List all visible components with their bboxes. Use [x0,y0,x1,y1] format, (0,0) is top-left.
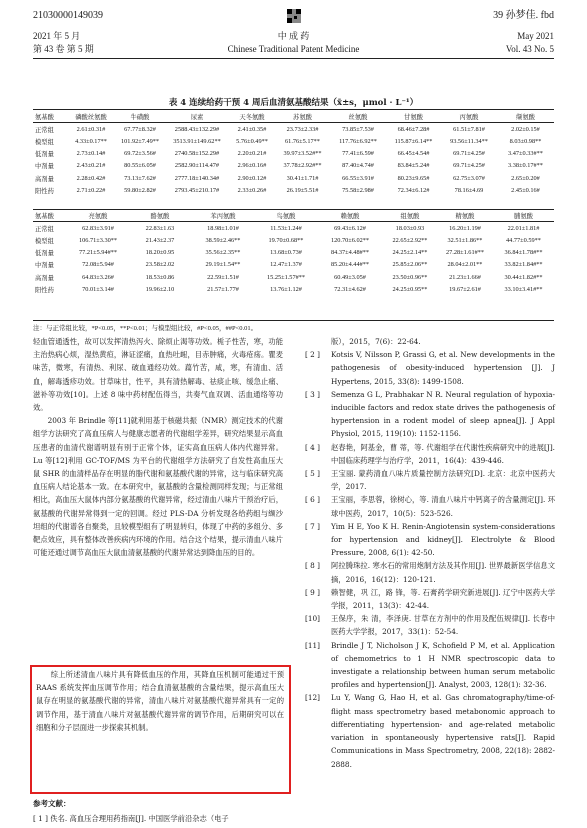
table-cell: 2.65±0.20# [511,174,540,182]
table-cell: 72.31±4.62# [334,285,366,293]
table-cell: 21.43±2.37 [145,236,175,244]
column-header: 氨基酸 [33,209,67,222]
reference-number: [ 9 ] [305,587,320,597]
table-cell: 25.85±2.06** [392,261,428,269]
reference-item [305,639,555,692]
table-cell: 64.83±3.26# [82,273,114,281]
table-cell: 2.45±0.16# [511,186,540,194]
reference-item [305,493,555,519]
column-header: 组氨酸 [383,209,437,222]
body-text-left [33,335,283,559]
volume-en: Vol. 43 No. 5 [505,44,554,54]
volume-cn: 第 43 卷 第 5 期 [33,44,94,54]
table-cell: 59.80±2.82# [124,186,156,194]
table-cell: 3513.91±149.62** [173,137,221,145]
reference-text: Lu Y, Wang G, Hao H, et al. Gas chromatography/time-of-flight mass spectrometry based metabonomic approach to differentiating hypertension- and age-related metabolic variation in spontaneously hypertensive rats[J]. Rapid Communications in Mass Spectrometry, 2008, 22(18): 2882-2888. [331,693,555,769]
table-cell: 22.59±1.51# [207,273,239,281]
table-cell: 39.97±3.52#** [283,150,322,158]
table-row [33,135,554,147]
reference-item [305,388,555,441]
table-cell: 12.47±1.37# [270,261,302,269]
column-header: 牛磺酸 [115,110,165,123]
table-cell: 18.98±1.01# [207,224,239,232]
table-row [33,234,554,246]
table-row [33,184,554,196]
table-cell: 2.73±0.14# [76,150,106,158]
reference-number: [12] [305,693,320,703]
table-cell: 62.83±3.91# [82,224,114,232]
column-header: 亮氨酸 [67,209,129,222]
table-row [33,271,554,283]
table-cell: 37.78±2.92#** [283,162,322,170]
table-cell: 16.20±1.19# [449,224,481,232]
table-cell: 62.75±3.07# [453,174,485,182]
table-bottom-rule [33,320,554,321]
table-cell: 3.47±0.33#** [508,150,543,158]
table-cell: 73.85±7.53# [342,125,374,133]
table-row [33,283,554,295]
table-cell: 8.03±0.98** [509,137,542,145]
table-cell: 2.41±0.35# [237,125,267,133]
reference-number: [ 5 ] [305,469,320,479]
reference-item [305,335,555,348]
references-heading: 参考文献： [33,799,71,808]
journal-title-cn: 中 成 药 [277,31,310,41]
table-cell: 13.68±0.73# [270,249,302,257]
table-cell: 22.65±2.92** [392,236,428,244]
table-cell: 24.25±2.14** [392,249,428,257]
table-cell: 21.57±1.77# [207,285,239,293]
table-row [33,148,554,160]
table-cell: 18.03±0.93 [395,224,425,232]
column-header: 脯氨酸 [493,209,554,222]
table-cell: 27.28±1.61#** [445,249,485,257]
table-cell: 高剂量 [35,274,54,282]
table-cell: 2.20±0.21# [237,150,267,158]
table-note: 注：与正常组比较，*P<0.05，**P<0.01；与模型组比较，#P<0.05，##P<0.01。 [33,325,258,332]
qr-code-icon [287,9,301,23]
reference-number: [ 8 ] [305,561,320,571]
table-cell: 中剂量 [35,163,54,171]
table-cell: 33.82±1.84#** [504,261,543,269]
table-cell: 101.92±7.49** [120,137,160,145]
reference-number: [ 6 ] [305,495,320,505]
table-cell: 23.50±0.96** [392,273,428,281]
column-header: 尿素 [165,110,229,123]
table-cell: 2740.58±152.29# [174,150,220,158]
column-header: 天冬氨酸 [229,110,275,123]
table-cell: 2777.18±140.34# [174,174,220,182]
table-cell: 66.55±3.91# [342,174,374,182]
table-cell: 阳性药 [35,286,54,294]
table-cell: 33.10±3.41#** [504,285,543,293]
paragraph: 轻血管通透性，故可以发挥清热泻火、除烦止渴等功效。栀子性苦，寒，功能主治热病心烦，湿热黄疸，淋证涩痛，血热吐衄，目赤肿痛，火毒疮疡。瞿麦味苦，微寒，有清热、利尿、破血通经功效。萹竹苦，咸，寒，有清血、活血，解毒透疹功效。甘草味甘，性平，具有清热解毒、祛痰止咳、缓急止痛、滋补等功效[10]。上述 8 味中药材配伍得当，共奏气血双调、活血通络等功效。 [33,337,283,413]
table-cell: 22.01±1.81# [507,224,540,232]
table-cell: 2.96±0.16# [237,162,267,170]
table-cell: 80.23±9.65# [397,174,430,182]
table-cell: 低剂量 [35,250,54,258]
table-cell: 28.04±2.01** [447,261,483,269]
reference-item: [ 1 ] 佚名. 高血压合理用药指南[J]. 中国医学前沿杂志（电子 [33,814,229,823]
table-cell: 2.61±0.31# [76,125,106,133]
table-cell: 67.77±8.32# [124,125,156,133]
reference-text: 王宝丽，李思蓉，徐树心，等. 清血八味片中钙离子的含量测定[J]. 环球中医药，2017，10(5)：523-526. [331,495,555,518]
table-cell: 83.84±5.24# [397,162,430,170]
reference-item [305,586,555,612]
table-cell: 69.43±6.12# [334,224,366,232]
table-cell: 78.16±4.69 [454,186,484,194]
column-header: 赖氨酸 [317,209,383,222]
reference-number: [ 7 ] [305,521,320,531]
column-header: 苏氨酸 [275,110,330,123]
table-cell: 2.33±0.26# [237,186,267,194]
table-cell: 2.02±0.15# [511,125,540,133]
reference-number: [10] [305,614,320,624]
table-cell: 85.20±4.44#** [330,261,370,269]
table-cell: 15.25±1.57#** [266,273,306,281]
table-cell: 30.44±1.82#** [504,273,543,281]
journal-title-en: Chinese Traditional Patent Medicine [227,44,360,54]
column-header: 鸟氨酸 [255,209,317,222]
paragraph: 2003 年 Brindle 等[11]就利用基于核磁共振（NMR）测定技术的代谢组学方法研究了高血压病人与健康志愿者的代谢组学差异，研究结果显示高血压患者的血清代谢谱明显有别于正常个体，证实高血压病人体内代谢异常。Lu 等[12]利用 GC-TOF/MS 为平台的代谢组学方法研究了自发性高血压大鼠 SHR 的血清样品存在明显的脂代谢和氨基酸代谢的异常，这与临床研究高血压病人结论基本一致。在本研究中，氨基酸的含量检测同样发现；与正常组相比，高血压大鼠体内部分氨基酸的代谢异常，经过清血八味片干预治疗后，氨基酸的代谢异常得到一定的回调。经过 PLS-DA 分析发现各给药组与缬沙坦组的代谢谱各自聚类，且较模型组有了明显转归，体现了中药的多组分、多靶点效应，具有整体改善疾病内环境的作用。结合这个结果，提示清血八味片可能还通过调节高血压大鼠血清氨基酸的代谢异常达到降血压的目的。 [33,416,283,558]
reference-text: 赵春艳，阿基金，曹 蒂，等. 代谢组学在代谢性疾病研究中的进展[J]. 中国临床药理学与治疗学，2011，16(4)：439-446. [331,442,555,465]
reference-text: 版），2015，7(6)：22-64. [331,337,421,346]
column-header: 磷酸丝氨酸 [67,110,115,123]
paragraph: 综上所述清血八味片具有降低血压的作用，其降血压机制可能通过干预 RAAS 系统发挥血压调节作用；结合血清氨基酸的含量结果，提示高血压大鼠存在明显的氨基酸代谢的异常，清血八味片对氨基酸代谢异常具有一定的调节作用，基于清血八味片对氨基酸代谢异常的调节作用，后期研究可以在细胞和分子层面进一步探索其机制。 [36,670,284,732]
table-cell: 11.53±1.24# [270,224,302,232]
table-cell: 正常组 [35,126,54,134]
table-cell: 68.46±7.28# [397,125,430,133]
table-cell: 61.76±5.17** [285,137,320,145]
table-cell: 72.08±5.94# [82,261,114,269]
table-cell: 5.76±0.49** [236,137,268,145]
table-cell: 2.28±0.42# [76,174,106,182]
reference-item [305,467,555,493]
table-row [33,172,554,184]
table-cell: 19.96±2.10 [145,285,175,293]
table-cell: 36.84±1.78#** [504,249,543,257]
table-cell: 93.56±11.34** [450,137,488,145]
table-cell: 77.21±5.94#** [78,249,118,257]
column-header: 丝氨酸 [330,110,386,123]
table-cell: 2.90±0.12# [237,174,267,182]
reference-number: [ 2 ] [305,350,320,360]
table-cell: 72.34±6.12# [397,186,430,194]
table-cell: 77.41±6.59# [342,150,374,158]
table-cell: 75.58±2.98# [342,186,374,194]
table-cell: 4.33±0.17** [75,137,107,145]
references-list [305,335,555,771]
reference-item [305,691,555,770]
table-cell: 22.83±1.63 [145,224,175,232]
reference-item [305,559,555,585]
table-cell: 35.56±2.35** [205,249,241,257]
table-cell: 阳性药 [35,187,54,195]
table-cell: 23.58±2.02 [145,261,175,269]
reference-number: [ 3 ] [305,389,320,399]
table-cell: 120.70±6.02** [330,236,370,244]
table-cell: 13.76±1.12# [270,285,302,293]
table-cell: 84.37±4.48#** [330,249,370,257]
table-cell: 80.55±6.05# [124,162,156,170]
table-cell: 中剂量 [35,262,54,270]
issue-date-en: May 2021 [517,31,554,41]
table-title: 表 4 连续给药干预 4 周后血清氨基酸结果（x̄±s，μmol · L⁻¹） [168,98,419,108]
reference-number: [ 4 ] [305,442,320,452]
table-cell: 2793.45±210.17# [174,186,220,194]
conclusion-text [36,668,284,734]
table-cell: 2582.90±114.47# [174,162,220,170]
table-row [33,160,554,172]
table-cell: 模型组 [35,237,54,245]
reference-text: Brindle J T, Nicholson J K, Schofield P M, et al. Application of chemometrics to 1 H NMR spectroscopic data to investigate a relationship between human serum metabolic profiles and hypertension[J]. Analyst, 2003, 128(1): 32-36. [331,640,555,690]
table-cell: 2588.43±132.29# [174,125,220,133]
reference-text: 阿拉腾珠拉. 寒水石的常用炮制方法及其作用[J]. 世界最新医学信息文摘，2016，16(12)：120-121. [331,561,555,584]
table-cell: 87.40±4.74# [342,162,374,170]
table-cell: 模型组 [35,138,54,146]
table-row [33,259,554,271]
table-cell: 66.45±4.54# [397,150,430,158]
table-row [33,247,554,259]
table-cell: 高剂量 [35,175,54,183]
table-cell: 19.70±0.68** [268,236,304,244]
table-cell: 70.01±3.14# [82,285,114,293]
reference-text: 王保序，朱 清，李泽庚. 甘草在方剂中的作用及配伍规律[J]. 长春中医药大学学报，2017，33(1)：52-54. [331,614,555,637]
reference-item [305,612,555,638]
table-cell: 73.13±7.62# [124,174,156,182]
table-cell: 115.87±6.14** [394,137,433,145]
table-cell: 117.76±6.92** [339,137,377,145]
amino-acid-table-part1 [33,110,554,196]
column-header: 丙氨酸 [441,110,497,123]
table-cell: 正常组 [35,225,54,233]
table-mid-rule [33,209,554,210]
table-cell: 61.51±7.81# [453,125,485,133]
column-header: 甘氨酸 [386,110,441,123]
column-header: 缬氨酸 [497,110,554,123]
table-cell: 30.41±1.71# [286,174,319,182]
table-cell: 26.19±5.51# [286,186,319,194]
table-cell: 19.67±2.61# [449,285,481,293]
table-header-row [33,209,554,222]
table-cell: 44.77±0.59** [506,236,541,244]
table-cell: 18.53±0.86 [145,273,175,281]
document-code: 21030000149039 [33,10,103,21]
reference-item [305,520,555,560]
table-cell: 69.71±4.25# [453,162,485,170]
table-cell: 69.71±4.25# [453,150,485,158]
table-cell: 低剂量 [35,151,54,159]
table-cell: 69.72±3.56# [124,150,156,158]
table-cell: 29.19±1.54** [205,261,241,269]
column-header: 苯丙氨酸 [191,209,255,222]
reference-item [305,348,555,388]
table-cell: 2.71±0.22# [76,186,106,194]
reference-text: Yim H E, Yoo K H. Renin-Angiotensin system-considerations for hypertension and kidney[J]. Electrolyte & Blood Pressure, 2008, 6(1): 42-50. [331,521,555,558]
table-header-row [33,110,554,123]
header-rule [33,58,554,59]
column-header: 精氨酸 [437,209,493,222]
file-info: 39 孙梦佳. fbd [493,10,554,21]
table-cell: 106.71±3.30** [78,236,118,244]
table-cell: 23.73±2.33# [286,125,319,133]
reference-text: Kotsis V, Nilsson P, Grassi G, et al. New developments in the pathogenesis of obesity-induced hypertension [J]. J Hypertens, 2015, 33(8): 1499-1508. [331,350,555,386]
issue-date-cn: 2021 年 5 月 [33,31,81,41]
table-cell: 38.59±2.46** [205,236,241,244]
table-cell: 3.38±0.17#** [508,162,543,170]
amino-acid-table-part2 [33,209,554,295]
table-cell: 21.23±1.66# [449,273,481,281]
table-cell: 2.43±0.21# [76,162,106,170]
table-row [33,222,554,235]
reference-item [305,441,555,467]
table-cell: 18.20±0.95 [145,249,175,257]
column-header: 酪氨酸 [129,209,191,222]
reference-number: [11] [305,640,320,650]
reference-number [305,335,331,348]
table-row [33,123,554,136]
table-cell: 24.25±0.95** [392,285,428,293]
reference-text: 赖智健，巩 江，路 锋，等. 石膏药学研究新进展[J]. 辽宁中医药大学学报，2011，13(3)：42-44. [331,587,555,611]
table-cell: 60.49±3.05# [334,273,366,281]
column-header: 氨基酸 [33,110,67,123]
table-cell: 32.51±1.86** [447,236,483,244]
reference-text: 王宝丽. 蒙药清血八味片质量控制方法研究[D]. 北京：北京中医药大学，2017. [331,469,555,492]
reference-text: Semenza G L, Prabhakar N R. Neural regulation of hypoxia-inducible factors and redox state drives the pathogenesis of hypertension in a rodent model of sleep apnea[J]. J Appl Physiol, 2015, 119(10): 1152-1156. [331,389,555,439]
